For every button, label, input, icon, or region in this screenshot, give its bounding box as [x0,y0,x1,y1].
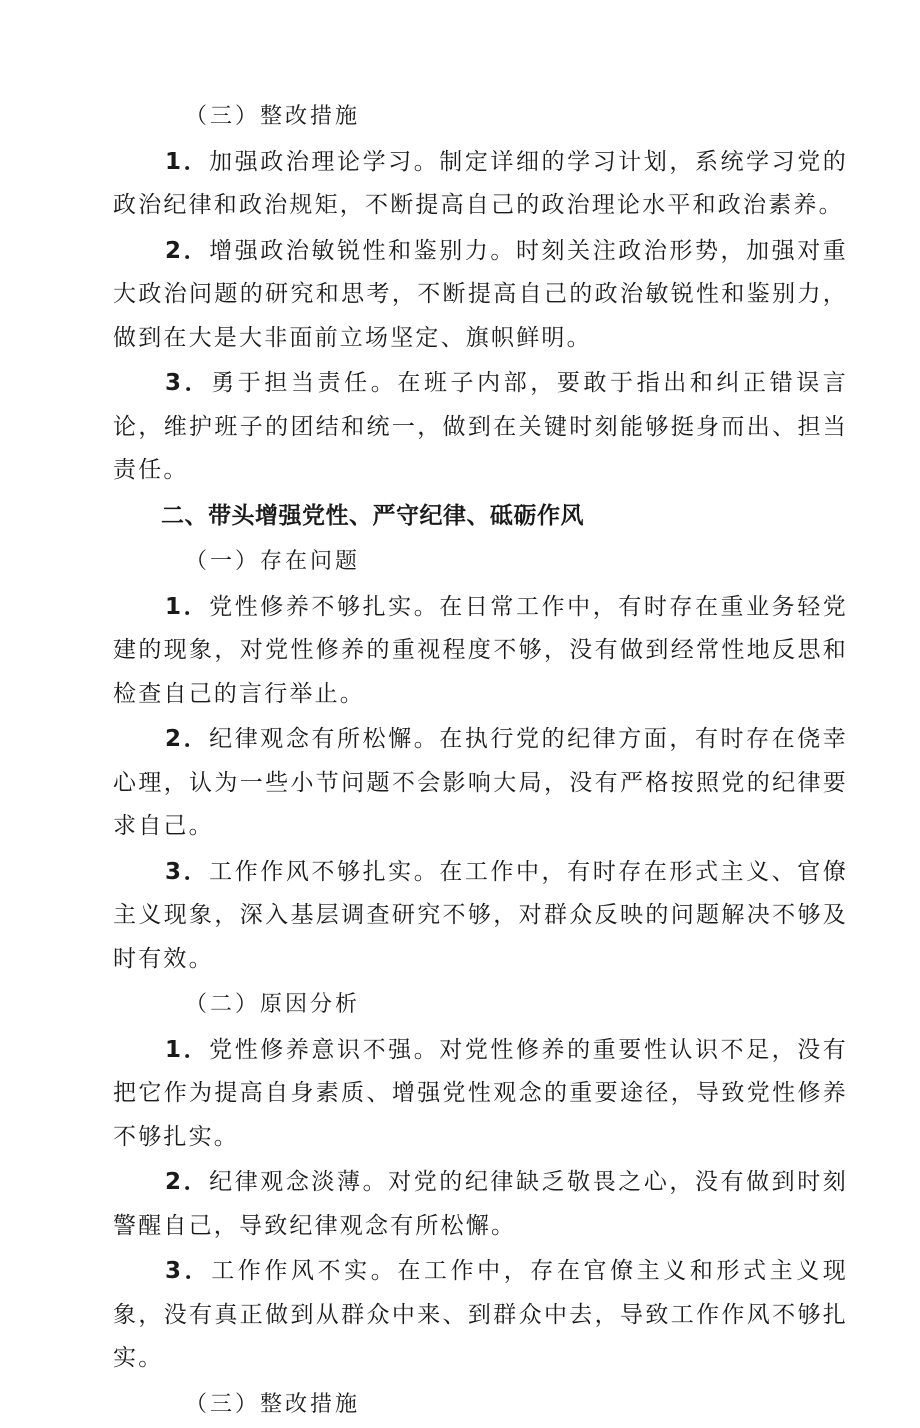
paragraph [113,1161,848,1248]
paragraph-text: 党性修养不够扎实。在日常工作中，有时存在重业务轻党建的现象，对党性修养的重视程度不够，没有做到经常性地反思和检查自己的言行举止。 [113,593,849,707]
item-number: 2． [165,726,210,752]
item-number: 1． [165,148,210,175]
paragraph-text: 加强政治理论学习。制定详细的学习计划，系统学习党的政治纪律和政治规矩，不断提高自己的政治理论水平和政治素养。 [113,148,849,218]
paragraph [113,1250,848,1381]
item-number: 2． [165,237,210,264]
section-heading: （一）存在问题 [185,549,361,574]
paragraph-text: 工作作风不够扎实。在工作中，有时存在形式主义、官僚主义现象，深入基层调查研究不够，对群众反映的问题解决不够及时有效。 [113,858,849,972]
section-heading: （三）整改措施 [185,1391,361,1417]
document-body [113,95,848,1428]
item-number: 2． [165,1169,210,1195]
item-number: 3． [165,1258,212,1284]
item-number: 1． [165,593,210,620]
paragraph [113,586,848,717]
paragraph [113,718,848,849]
section-heading: （二）原因分析 [185,992,361,1017]
paragraph [113,141,848,228]
paragraph-text: 勇于担当责任。在班子内部，要敢于指出和纠正错误言论，维护班子的团结和统一，做到在关键时刻能够挺身而出、担当责任。 [113,370,848,483]
paragraph-text: 工作作风不实。在工作中，存在官僚主义和形式主义现象，没有真正做到从群众中来、到群众中去，导致工作作风不够扎实。 [113,1258,848,1371]
paragraph [113,230,848,361]
item-number: 3． [165,370,212,396]
paragraph [113,362,848,493]
main-heading: 二、带头增强党性、严守纪律、砥砺作风 [161,502,584,529]
section-heading: （三）整改措施 [185,104,361,129]
paragraph-text: 党性修养意识不强。对党性修养的重要性认识不足，没有把它作为提高自身素质、增强党性观念的重要途径，导致党性修养不够扎实。 [113,1036,849,1150]
paragraph [113,851,848,982]
item-number: 1． [165,1036,210,1063]
paragraph-text: 增强政治敏锐性和鉴别力。时刻关注政治形势，加强对重大政治问题的研究和思考，不断提高自己的政治敏锐性和鉴别力，做到在大是大非面前立场坚定、旗帜鲜明。 [113,237,849,351]
paragraph-text: 纪律观念淡薄。对党的纪律缺乏敬畏之心，没有做到时刻警醒自己，导致纪律观念有所松懈。 [113,1169,849,1239]
item-number: 3． [165,858,210,885]
paragraph [113,1029,848,1160]
paragraph-text: 纪律观念有所松懈。在执行党的纪律方面，有时存在侥幸心理，认为一些小节问题不会影响大局，没有严格按照党的纪律要求自己。 [113,726,849,839]
